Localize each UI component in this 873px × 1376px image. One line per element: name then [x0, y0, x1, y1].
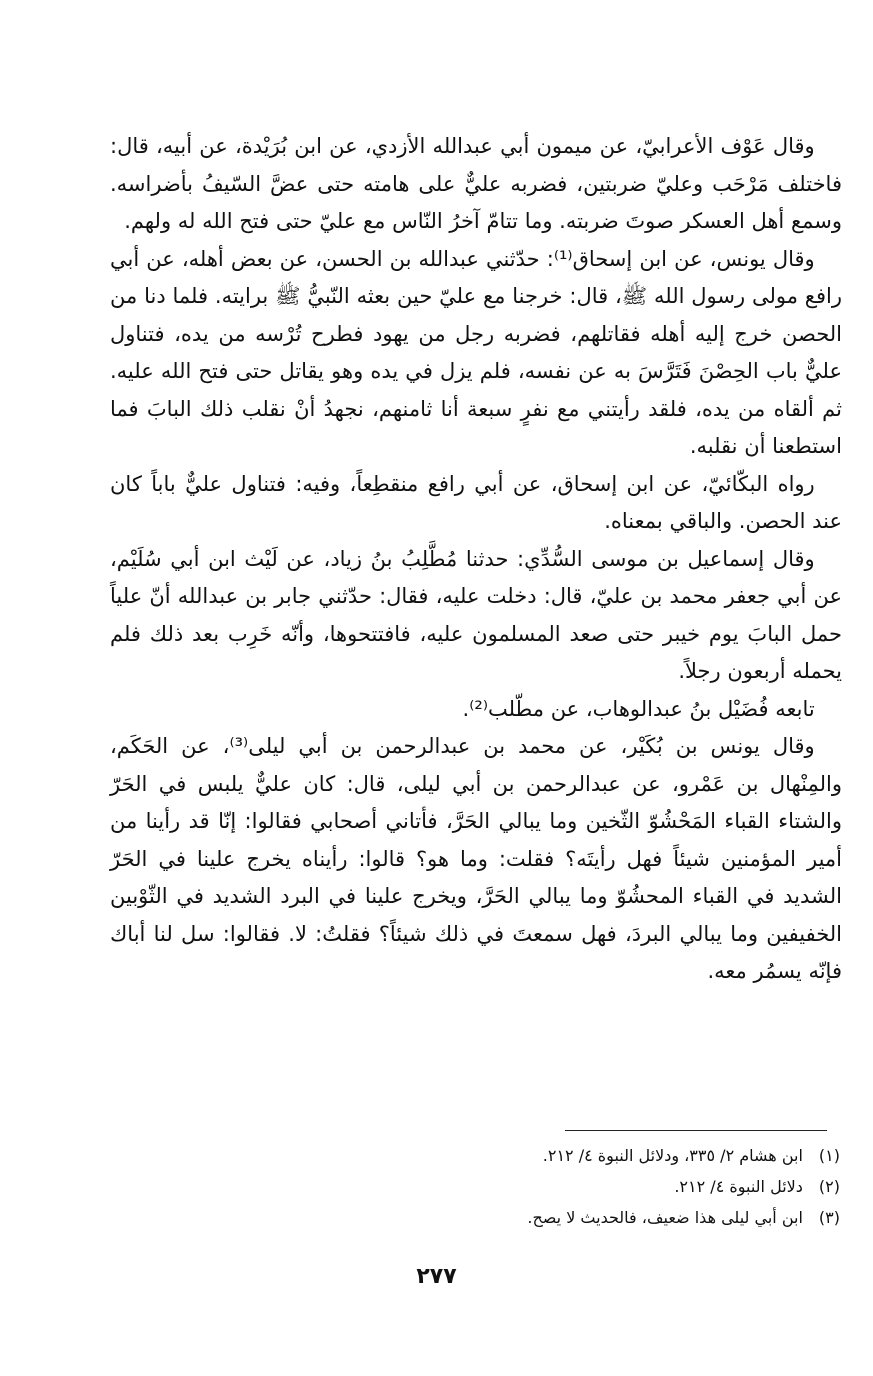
footnote-text: ابن هشام ٢/ ٣٣٥، ودلائل النبوة ٤/ ٢١٢. — [542, 1146, 803, 1165]
footnote-item — [300, 1202, 840, 1233]
footnotes — [300, 1140, 840, 1233]
footnote-item — [300, 1171, 840, 1202]
footnote-number: (٣) — [818, 1208, 840, 1227]
paragraph-yunus-bukayr: وقال يونس بن بُكَيْر، عن محمد بن عبدالرحمن بن أبي ليلى⁽³⁾، عن الحَكَم، والمِنْهال بن عَمْرو، عن عبدالرحمن بن أبي ليلى، قال: كان عليٌّ يلبس في الحَرّ والشتاء القباء المَحْشُوّ الثّخين وما يبالي الحَرَّ، فأتاني أصحابي فقالوا: إنّا قد رأينا من أمير المؤمنين شيئاً فهل رأيتَه؟ فقلت: وما هو؟ قالوا: رأيناه يخرج علينا في الحَرّ الشديد في القباء المحشُوّ وما يبالي الحَرَّ، ويخرج علينا في البرد الشديد في الثّوْبين الخفيفين وما يبالي البردَ، فهل سمعتَ في ذلك شيئاً؟ فقلتُ: لا. فقالوا: سل لنا أباك فإنّه يسمُر معه. — [110, 734, 842, 983]
paragraph-awf: وقال عَوْف الأعرابيّ، عن ميمون أبي عبدالله الأزدي، عن ابن بُرَيْدة، عن أبيه، قال: فاختلف مَرْحَب وعليّ ضربتين، فضربه عليٌّ على هامته حتى عضَّ السّيفُ بأضراسه. وسمع أهل العسكر صوتَ ضربته. وما تتامّ آخرُ النّاس مع عليّ حتى فتح الله له ولهم. — [110, 134, 842, 233]
footnote-number: (٢) — [818, 1177, 840, 1196]
paragraph-fudayl: تابعه فُضَيْل بنُ عبدالوهاب، عن مطّلب⁽²⁾. — [462, 696, 815, 721]
footnote-number: (١) — [818, 1146, 840, 1165]
paragraph-yunus-ibn-ishaq: وقال يونس، عن ابن إسحاق⁽¹⁾: حدّثني عبدالله بن الحسن، عن بعض أهله، عن أبي رافع مولى رسول الله ﷺ، قال: خرجنا مع عليّ حين بعثه النّبيُّ ﷺ برايته. فلما دنا من الحصن خرج إليه أهله فقاتلهم، فضربه رجل من يهود فطرح تُرْسه من يده، فتناول عليٌّ باب الحِصْنَ فَتَرَّسَ به عن نفسه، فلم يزل في يده وهو يقاتل حتى فتح الله عليه. ثم ألقاه من يده، فلقد رأيتني مع نفرٍ سبعة أنا ثامنهم، نجهدُ أنْ نقلب ذلك البابَ فما استطعنا أن نقلبه. — [110, 246, 842, 458]
footnote-item — [300, 1140, 840, 1171]
main-text — [110, 128, 842, 991]
footnote-divider — [565, 1130, 827, 1131]
page-number: ٢٧٧ — [416, 1264, 457, 1289]
paragraph-ismail-suddi: وقال إسماعيل بن موسى السُّدِّي: حدثنا مُطَّلِبُ بنُ زياد، عن لَيْث ابن أبي سُلَيْم، عن أبي جعفر محمد بن عليّ، قال: دخلت عليه، فقال: حدّثني جابر بن عبدالله أنّ علياً حمل البابَ يوم خيبر حتى صعد المسلمون عليه، فافتتحوها، وأنّه خَرِب بعد ذلك فلم يحمله أربعون رجلاً. — [110, 546, 842, 683]
footnote-text: ابن أبي ليلى هذا ضعيف، فالحديث لا يصح. — [527, 1208, 803, 1227]
footnote-text: دلائل النبوة ٤/ ٢١٢. — [674, 1177, 803, 1196]
paragraph-bakkai: رواه البكّائيّ، عن ابن إسحاق، عن أبي رافع منقطِعاً، وفيه: فتناول عليٌّ باباً كان عند الحصن. والباقي بمعناه. — [110, 471, 842, 533]
